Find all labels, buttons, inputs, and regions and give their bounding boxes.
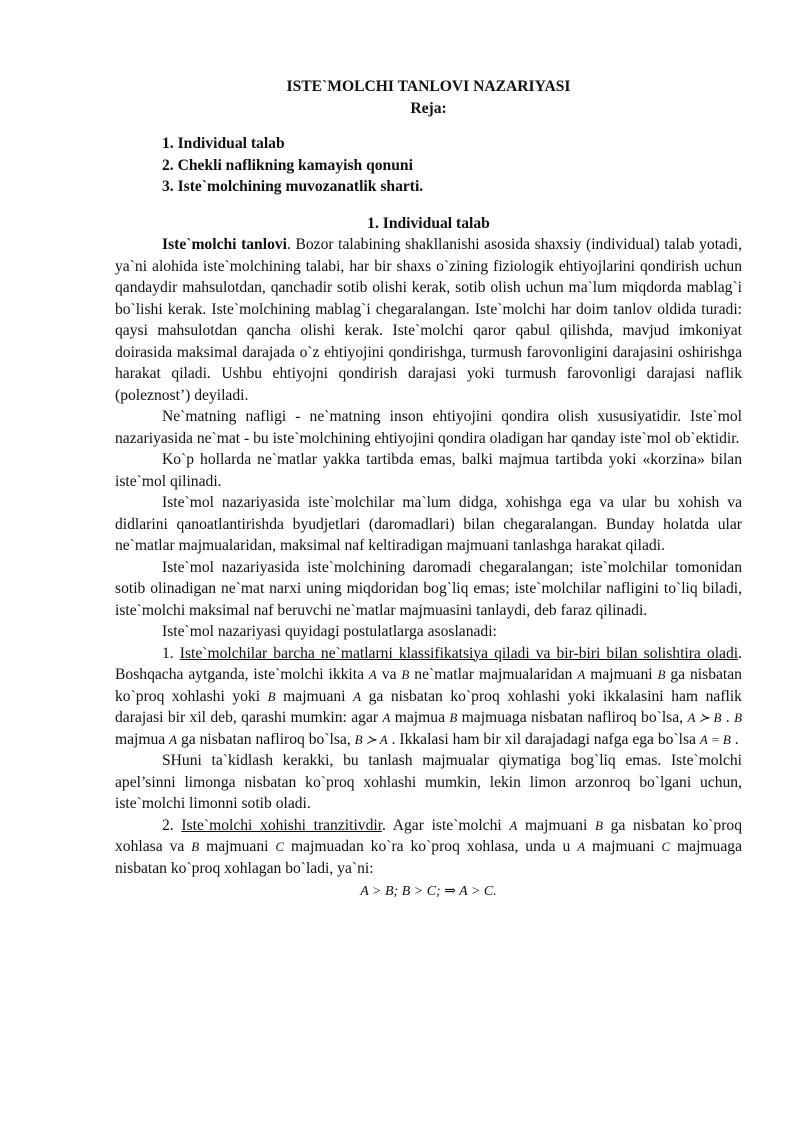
postulate-1	[115, 643, 742, 751]
text: ga nisbatan ko`proq xohlasa va	[115, 816, 743, 855]
postulate-title: Iste`molchilar barcha ne`matlarni klassifikatsiya qiladi va bir-biri bilan solishtira oladi	[179, 644, 739, 662]
plan-item: 2. Chekli naflikning kamayish qonuni	[162, 156, 413, 174]
paragraph: Ko`p hollarda ne`matlar yakka tartibda emas, balki majmua tartibda yoki «korzina» bilan iste`mol qilinadi.	[115, 451, 742, 490]
paragraph: Ne`matning nafligi - ne`matning inson ehtiyojini qondira olish xususiyatidir. Iste`mol nazariyasida ne`mat - bu iste`molchining ehtiyojini qondira oladigan har qanday iste`mol ob`ektidir.	[115, 408, 742, 447]
var-b: B	[401, 667, 410, 682]
section-heading: 1. Individual talab	[367, 214, 490, 232]
text: majmuani	[199, 838, 276, 855]
relation-formula: B ≻ A	[354, 731, 388, 747]
text: ga nisbatan ko`proq xohlashi yoki	[115, 666, 742, 705]
var-c: C	[661, 839, 671, 854]
var-a: A	[368, 667, 377, 682]
var-a: A	[353, 688, 362, 704]
text: . Ikkalasi ham bir xil darajadagi nafga ega bo`lsa	[387, 730, 700, 748]
paragraph: Iste`mol nazariyasida iste`molchining daromadi chegaralangan; iste`molchilar tomonidan sotib olinadigan ne`mat narxi uning miqdoridan bog`liq emas; iste`molchilar nafligini to`liq biladi, iste`molchi maksimal naf beruvchi ne`matlar majmuasini tanlaydi, deb faraz qilinadi.	[115, 558, 742, 619]
postulate-2	[115, 815, 742, 880]
var-a: A	[577, 667, 586, 682]
var-b: B	[657, 667, 666, 682]
text: ne`matlar majmualaridan	[409, 666, 578, 683]
text: majmuani	[517, 816, 596, 834]
text: majmuaga nisbatan nafliroq bo`lsa,	[457, 709, 688, 726]
postulate-number: 2.	[162, 816, 182, 834]
paragraph: Iste`mol nazariyasida iste`molchilar ma`lum didga, xohishga ega va ular bu xohish va didlarini qanoatlantirishda byudjetlari (daromadlari) bilan chegaralangan. Bunday holatda ular ne`matlar majmualaridan, maksimal naf keltiradigan majmuani tanlashga harakat qiladi.	[115, 494, 742, 554]
paragraph	[115, 234, 742, 406]
var-b: B	[595, 817, 603, 833]
text: majmua	[115, 730, 170, 748]
var-c: C	[275, 839, 285, 854]
text: . Agar iste`molchi	[382, 816, 510, 834]
var-a: A	[577, 839, 586, 854]
text: ga nisbatan nafliroq bo`lsa,	[177, 730, 355, 748]
text: majmuaga nisbatan ko`proq xohlagan bo`ladi, ya`ni:	[115, 838, 742, 877]
postulate-title: Iste`molchi xohishi tranzitivdir	[181, 816, 383, 834]
var-b: B	[191, 839, 200, 854]
text: majmuani	[585, 838, 662, 855]
text: majmuani	[585, 666, 658, 683]
text: . Boshqacha aytganda, iste`molchi ikkita	[115, 644, 742, 683]
page-title: ISTE`MOLCHI TANLOVI NAZARIYASI	[286, 78, 571, 95]
var-b: B	[449, 710, 458, 725]
plan-heading: Reja:	[410, 99, 447, 117]
var-a: A	[169, 731, 178, 747]
var-b: B	[267, 688, 276, 704]
transitivity-formula: A > B; B > C; ⇒ A > C.	[360, 884, 497, 899]
text: .	[721, 709, 735, 726]
relation-formula: A ≻ B	[687, 710, 722, 725]
postulate-number: 1.	[162, 644, 180, 662]
text: ga nisbatan ko`proq xohlashi yoki ikkalasini ham naflik darajasi bir xil deb, qarashi mumkin: agar	[115, 687, 742, 726]
plan-item: 3. Iste`molchining muvozanatlik sharti.	[162, 178, 424, 195]
text: majmuani	[275, 687, 354, 705]
paragraph-text: . Bozor talabining shakllanishi asosida shaxsiy (individual) talab yotadi, ya`ni alohida iste`molchining talabi, har bir shaxs o`zining fiziologik ehtiyojlarini qondirish uchun qandaydir mahsulotdan, qanchadir sotib olishi kerak, sotib olish uchun ma`lum miqdorda mablag`i bo`lishi kerak. Iste`molchining mablag`i chegaralangan. Iste`molchi har doim tanlov oldida turadi: qaysi mahsulotdan qancha olishi kerak. Iste`molchi qaror qabul qilishda, mavjud imkoniyat doirasida maksimal darajada o`z ehtiyojini qondirishga, turmush farovonligini darajasini oshirishga harakat qiladi. Ushbu ehtiyojni qondirish darajasi yoki turmush farovonligi darajasi naflik (poleznost’) deyiladi.	[115, 236, 742, 404]
paragraph: SHuni ta`kidlash kerakki, bu tanlash majmualar qiymatiga bog`liq emas. Iste`molchi apel’sinni limonga nisbatan ko`proq xohlashi mumkin, lekin limon arzonroq bo`lgani uchun, iste`molchi limonni sotib oladi.	[115, 752, 742, 812]
plan-list	[162, 133, 742, 198]
text: majmua	[390, 709, 450, 726]
text: .	[730, 730, 739, 748]
document-page	[115, 74, 742, 903]
text: majmuadan ko`ra ko`proq xohlasa, unda u	[284, 838, 578, 855]
text: va	[376, 666, 402, 683]
var-b: B	[734, 710, 743, 725]
var-a: A	[382, 710, 391, 725]
paragraph: Iste`mol nazariyasi quyidagi postulatlarga asoslanadi:	[162, 623, 497, 640]
term-lead: Iste`molchi tanlovi	[162, 236, 287, 253]
relation-formula: A = B	[699, 731, 731, 747]
var-a: A	[509, 817, 518, 833]
plan-item: 1. Individual talab	[162, 135, 285, 152]
